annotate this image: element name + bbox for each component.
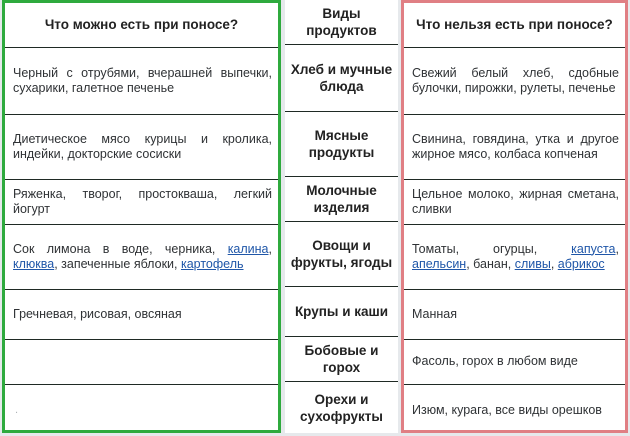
allowed-cereals: Гречневая, рисовая, овсяная — [5, 290, 278, 340]
category-legumes: Бобовые и горох — [285, 337, 398, 382]
allowed-column — [2, 0, 281, 433]
allowed-header: Что можно есть при поносе? — [5, 3, 278, 48]
link-klyukva[interactable]: клюква — [13, 257, 55, 271]
link-apelsin[interactable]: апельсин — [412, 257, 467, 271]
link-kalina[interactable]: калина — [227, 241, 269, 256]
forbidden-fruits: Томаты, огурцы, капуста, апельсин, банан, сливы, абрикос — [404, 225, 625, 290]
link-slivy[interactable]: сливы — [514, 257, 551, 271]
link-kapusta[interactable]: капуста — [571, 241, 616, 256]
forbidden-legumes: Фасоль, горох в любом виде — [404, 340, 625, 385]
allowed-bread: Черный с отрубями, вчерашней выпечки, сухарики, галетное печенье — [5, 48, 278, 115]
allowed-dairy: Ряженка, творог, простокваша, легкий йогурт — [5, 180, 278, 225]
link-kartofel[interactable]: картофель — [180, 257, 244, 271]
allowed-meat: Диетическое мясо курицы и кролика, индейки, докторские сосиски — [5, 115, 278, 180]
types-column — [285, 0, 398, 433]
forbidden-nuts: Изюм, курага, все виды орешков — [412, 402, 602, 417]
category-fruits: Овощи и фрукты, ягоды — [285, 222, 398, 287]
category-dairy: Молочные изделия — [285, 177, 398, 222]
category-nuts: Орехи и сухофрукты — [300, 391, 383, 424]
forbidden-header: Что нельзя есть при поносе? — [404, 3, 625, 48]
forbidden-meat: Свинина, говядина, утка и другое жирное мясо, колбаса копченая — [404, 115, 625, 180]
allowed-nuts: . — [15, 403, 19, 416]
allowed-legumes — [5, 340, 278, 385]
forbidden-dairy: Цельное молоко, жирная сметана, сливки — [404, 180, 625, 225]
forbidden-cereals: Манная — [404, 290, 625, 340]
forbidden-bread: Свежий белый хлеб, сдобные булочки, пирожки, рулеты, печенье — [404, 48, 625, 115]
types-header: Виды продуктов — [285, 0, 398, 45]
category-cereals: Крупы и каши — [285, 287, 398, 337]
category-meat: Мясные продукты — [285, 112, 398, 177]
category-bread: Хлеб и мучные блюда — [285, 45, 398, 112]
allowed-fruits: Сок лимона в воде, черника, калина, клюква, запеченные яблоки, картофель — [5, 225, 278, 290]
forbidden-column — [401, 0, 628, 433]
link-abrikos[interactable]: абрикос — [557, 257, 605, 271]
